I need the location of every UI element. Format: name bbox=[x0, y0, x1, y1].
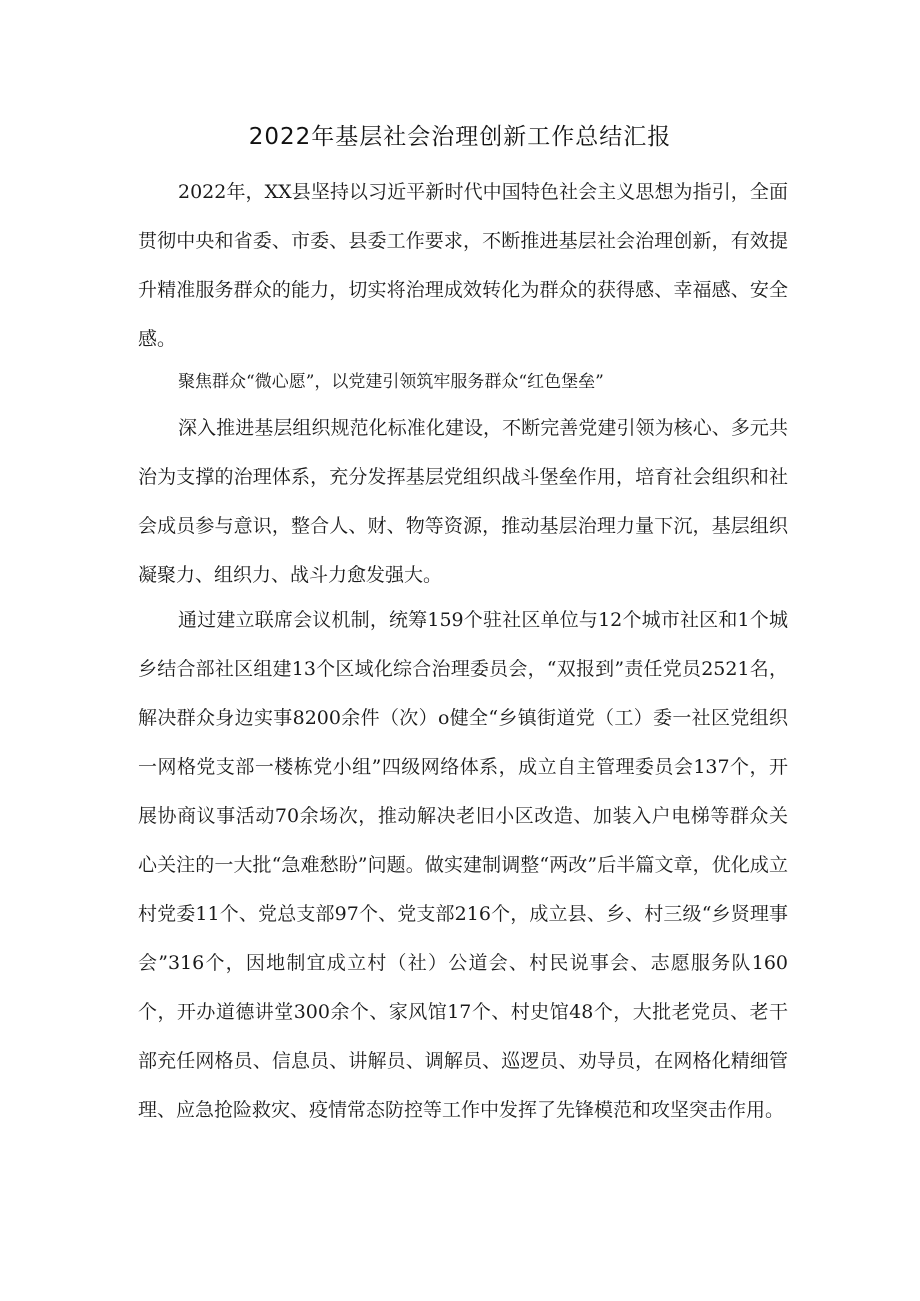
paragraph-achievements: 通过建立联席会议机制，统筹159个驻社区单位与12个城市社区和1个城乡结合部社区组建13个区域化综合治理委员会，“双报到”责任党员2521名，解决群众身边实事8200余件（次）o健全“乡镇街道党（工）委一社区党组织一网格党支部一楼栋党小组”四级网络体系，成立自主管理委员会137个，开展协商议事活动70余场次，推动解决老旧小区改造、加装入户电梯等群众关心关注的一大批“急难愁盼”问题。做实建制调整“两改”后半篇文章，优化成立村党委11个、党总支部97个、党支部216个，成立县、乡、村三级“乡贤理事会”316个，因地制宜成立村（社）公道会、村民说事会、志愿服务队160个，开办道德讲堂300余个、家风馆17个、村史馆48个，大批老党员、老干部充任网格员、信息员、讲解员、调解员、巡逻员、劝导员，在网格化精细管理、应急抢险救灾、疫情常态防控等工作中发挥了先锋模范和攻坚突击作用。 bbox=[138, 609, 788, 1121]
document-title: 2022年基层社会治理创新工作总结汇报 bbox=[248, 124, 672, 150]
section-heading: 聚焦群众“微心愿”，以党建引领筑牢服务群众“红色堡垒” bbox=[178, 372, 604, 392]
paragraph-intro: 2022年，XX县坚持以习近平新时代中国特色社会主义思想为指引，全面贯彻中央和省委、市委、县委工作要求，不断推进基层社会治理创新，有效提升精准服务群众的能力，切实将治理成效转化为群众的获得感、幸福感、安全感。 bbox=[138, 181, 788, 350]
paragraph-organization: 深入推进基层组织规范化标准化建设，不断完善党建引领为核心、多元共治为支撑的治理体系，充分发挥基层党组织战斗堡垒作用，培育社会组织和社会成员参与意识，整合人、财、物等资源，推动基层治理力量下沉，基层组织凝聚力、组织力、战斗力愈发强大。 bbox=[138, 417, 788, 586]
